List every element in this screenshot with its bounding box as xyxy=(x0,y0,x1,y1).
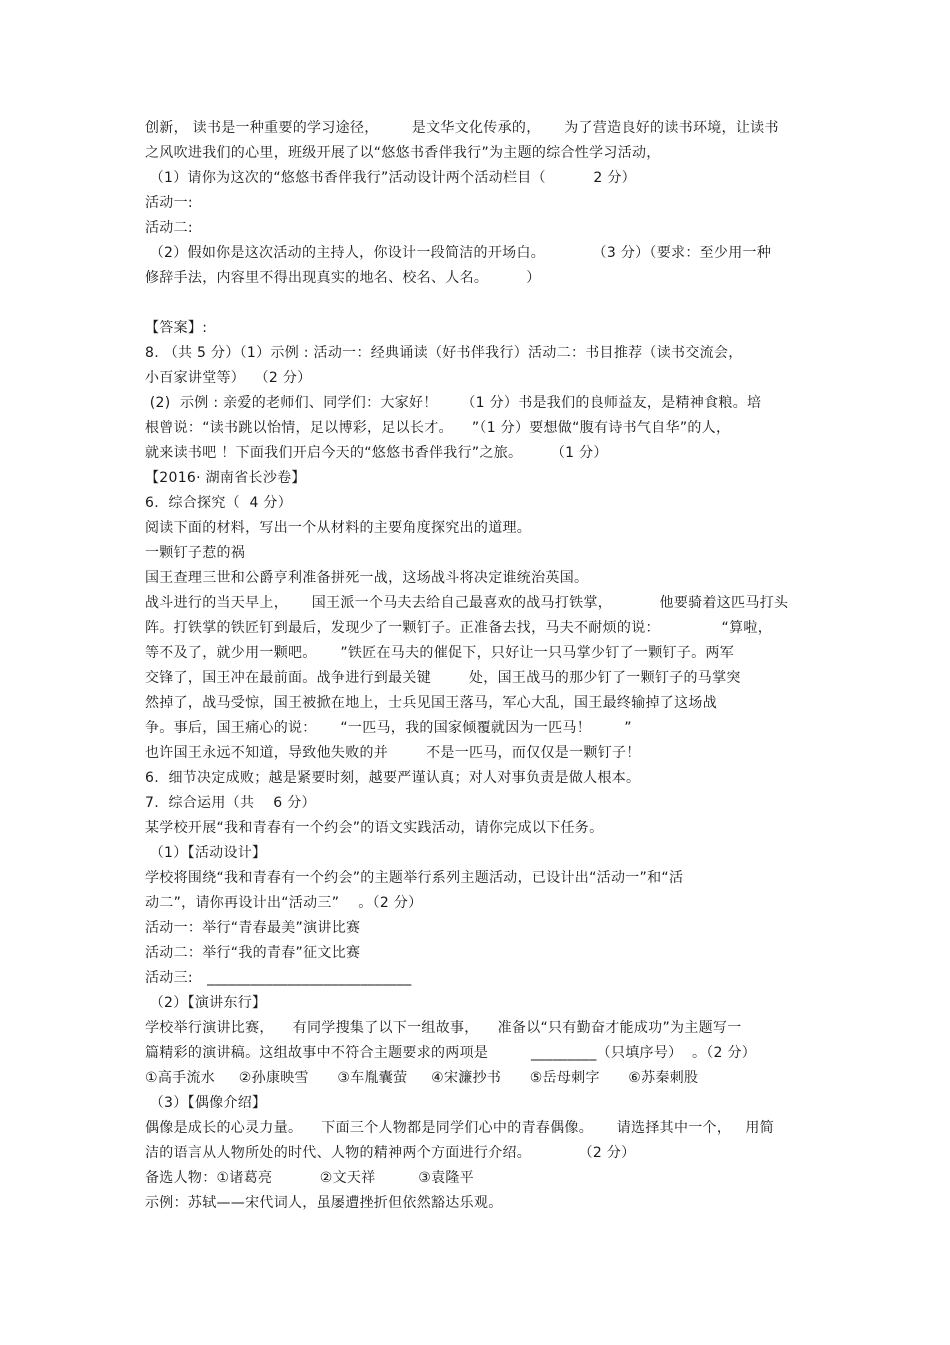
text-line: 活动一：举行“青春最美”演讲比赛 xyxy=(145,920,361,936)
text-line: 篇精彩的演讲稿。这组故事中不符合主题要求的两项是 _________（只填序号） 。（2 分） xyxy=(145,1045,757,1061)
text-line: 根曾说：“读书跳以怡情，足以博彩，足以长才。 ”（1 分）要想做“腹有诗书气自华”的人， xyxy=(145,420,731,436)
text-line: （1）请你为这次的“悠悠书香伴我行”活动设计两个活动栏目（ 2 分） xyxy=(145,170,636,186)
text-line: (2) 示例 : 亲爱的老师们、同学们：大家好！ （1 分）书是我们的良师益友，是精神食粮。培 xyxy=(145,395,762,411)
text-line: 战斗进行的当天早上， 国王派一个马夫去给自己最喜欢的战马打铁掌， 他要骑着这匹马打头 xyxy=(145,595,789,611)
text-line: 然掉了，战马受惊，国王被掀在地上，士兵见国王落马，军心大乱，国王最终输掉了这场战 xyxy=(145,695,717,711)
text-line: ①高手流水 ②孙康映雪 ③车胤囊萤 ④宋濂抄书 ⑤岳母刺字 ⑥苏秦刺股 xyxy=(145,1070,699,1086)
text-line: 活动一: xyxy=(145,195,193,211)
text-line: 争。事后，国王痛心的说： “一匹马，我的国家倾覆就因为一匹马！ ” xyxy=(145,720,632,736)
text-line: 也许国王永远不知道，导致他失败的并 不是一匹马，而仅仅是一颗钉子！ xyxy=(145,745,641,761)
text-line: 交锋了，国王冲在最前面。战争进行到最关键 处，国王战马的那少钉了一颗钉子的马掌突 xyxy=(145,670,741,686)
text-line: 国王查理三世和公爵亨利准备拼死一战，这场战斗将决定谁统治英国。 xyxy=(145,570,589,586)
text-line: 洁的语言从人物所处的时代、人物的精神两个方面进行介绍。 （2 分） xyxy=(145,1145,636,1161)
text-line: 之风吹进我们的心里，班级开展了以“悠悠书香伴我行”为主题的综合性学习活动， xyxy=(145,145,661,161)
text-line: 等不及了，就少用一颗吧。 ”铁匠在马夫的催促下，只好让一只马掌少钉了一颗钉子。两军 xyxy=(145,645,735,661)
text-line: 备选人物：①诸葛亮 ②文天祥 ③袁隆平 xyxy=(145,1170,475,1186)
text-line: （2）假如你是这次活动的主持人，你设计一段简洁的开场白。 （3 分）（要求：至少用一种 xyxy=(145,245,772,261)
text-line: （2）【演讲东行】 xyxy=(145,995,267,1011)
text-line: 一颗钉子惹的祸 xyxy=(145,545,246,561)
text-line: 8. （共 5 分）（1）示例 : 活动一：经典诵读（好书伴我行）活动二：书目推荐（读书交流会， xyxy=(145,345,743,361)
text-line: 【2016· 湖南省长沙卷】 xyxy=(145,470,306,486)
text-line: 示例：苏轼——宋代词人，虽屡遭挫折但依然豁达乐观。 xyxy=(145,1195,503,1211)
text-line: 创新， 读书是一种重要的学习途径， 是文华文化传承的， 为了营造良好的读书环境，让读书 xyxy=(145,120,779,136)
text-line: 学校将围绕“我和青春有一个约会”的主题举行系列主题活动，已设计出“活动一”和“活 xyxy=(145,870,684,886)
text-line: 7. 综合运用（共 6 分） xyxy=(145,795,316,811)
text-line: 阅读下面的材料，写出一个从材料的主要角度探究出的道理。 xyxy=(145,520,532,536)
text-line: 偶像是成长的心灵力量。 下面三个人物都是同学们心中的青春偶像。 请选择其中一个， 用简 xyxy=(145,1120,774,1136)
text-line: 动二”，请你再设计出“活动三” 。（2 分） xyxy=(145,895,423,911)
text-line: 活动三: ____________________________ xyxy=(145,970,412,986)
text-line: 学校举行演讲比赛， 有同学搜集了以下一组故事， 准备以“只有勤奋才能成功”为主题写一 xyxy=(145,1020,742,1036)
text-line: 某学校开展“我和青春有一个约会”的语文实践活动，请你完成以下任务。 xyxy=(145,820,604,836)
text-line: 活动二：举行“我的青春”征文比赛 xyxy=(145,945,361,961)
text-line: 就来读书吧 ！下面我们开启今天的“悠悠书香伴我行”之旅。 （1 分） xyxy=(145,445,608,461)
text-line: 修辞手法，内容里不得出现真实的地名、校名、人名。 ） xyxy=(145,270,541,286)
text-line: 活动二: xyxy=(145,220,193,236)
text-line: 【答案】: xyxy=(145,320,208,336)
text-line: （3）【偶像介绍】 xyxy=(145,1095,267,1111)
text-line: 6. 综合探究（ 4 分） xyxy=(145,495,293,511)
text-line: （1）【活动设计】 xyxy=(145,845,267,861)
text-line: 小百家讲堂等） （2 分） xyxy=(145,370,312,386)
text-line: 6. 细节决定成败；越是紧要时刻，越要严谨认真；对人对事负责是做人根本。 xyxy=(145,770,641,786)
text-line: 阵。打铁掌的铁匠钉到最后，发现少了一颗钉子。正准备去找，马夫不耐烦的说： “算啦， xyxy=(145,620,773,636)
